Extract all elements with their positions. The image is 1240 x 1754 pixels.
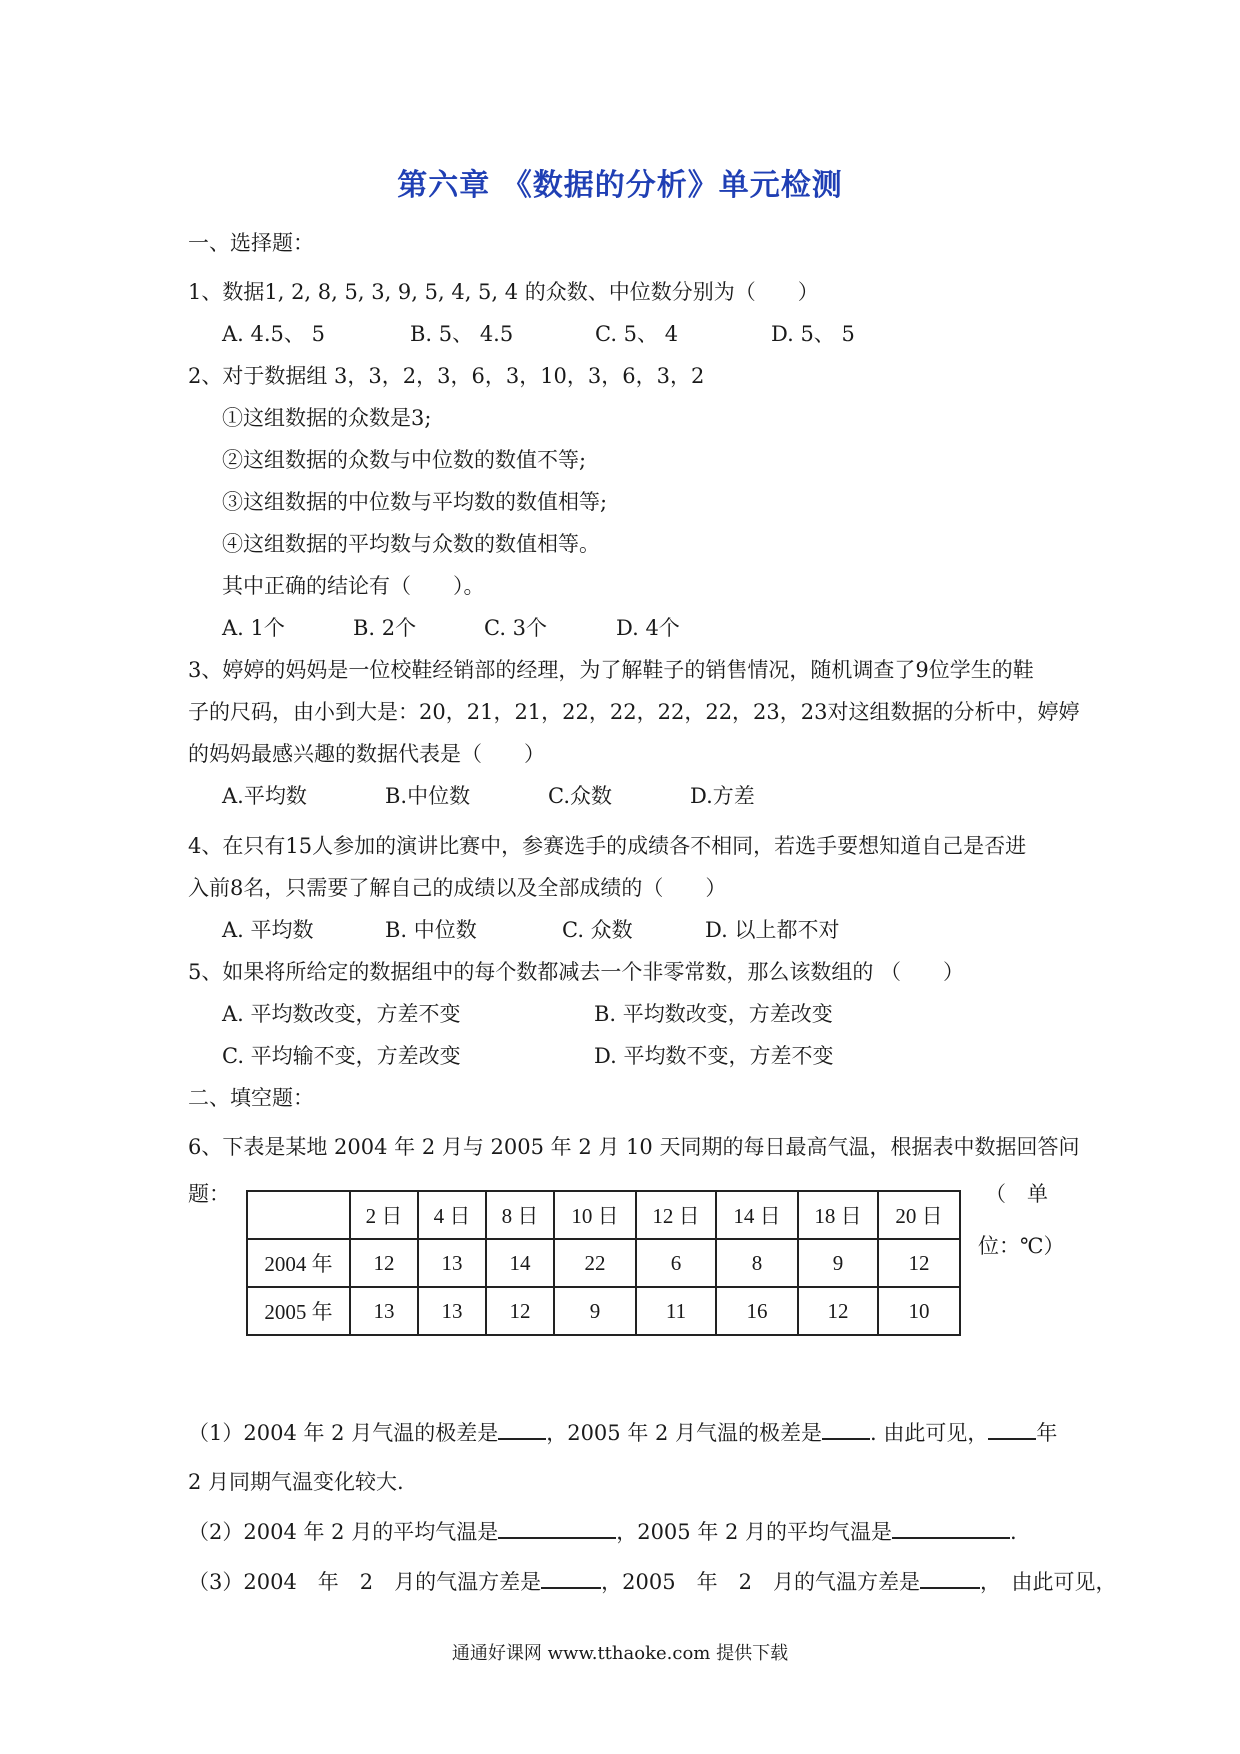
question-4-line-2: 入前8名，只需要了解自己的成绩以及全部成绩的（ ） <box>188 876 727 900</box>
q2-option-b: B. 2个 <box>353 616 417 640</box>
q1-option-b: B. 5、 4.5 <box>410 322 514 346</box>
q3-option-c: C.众数 <box>548 784 612 808</box>
table-cell: 9 <box>798 1239 878 1287</box>
answer-blank[interactable] <box>498 1517 616 1539</box>
table-cell: 12 <box>878 1239 960 1287</box>
q6-part-3-text-c: ， 由此可见， <box>979 1570 1117 1594</box>
table-cell: 2 日 <box>350 1191 418 1239</box>
q3-option-d: D.方差 <box>690 784 755 808</box>
answer-blank[interactable] <box>920 1567 980 1589</box>
answer-blank[interactable] <box>988 1418 1036 1440</box>
q6-part-2-text-a: （2）2004 年 2 月的平均气温是 <box>188 1520 499 1544</box>
table-cell: 12 日 <box>636 1191 716 1239</box>
q1-option-a: A. 4.5、 5 <box>222 322 325 346</box>
question-6-line-2: 题： <box>188 1182 230 1206</box>
table-cell: 16 <box>716 1287 798 1335</box>
q2-ask: 其中正确的结论有（ ）。 <box>222 574 485 598</box>
question-3-line-3: 的妈妈最感兴趣的数据代表是（ ） <box>188 742 545 766</box>
question-6-line-1: 6、下表是某地 2004 年 2 月与 2005 年 2 月 10 天同期的每日最高气温，根据表中数据回答问 <box>188 1135 1080 1159</box>
question-1-stem: 1、数据1, 2, 8, 5, 3, 9, 5, 4, 5, 4 的众数、中位数分别为（ ） <box>188 280 819 304</box>
unit-note-1: （ 单 <box>985 1182 1048 1206</box>
q2-option-c: C. 3个 <box>484 616 548 640</box>
table-cell: 13 <box>350 1287 418 1335</box>
table-cell: 14 日 <box>716 1191 798 1239</box>
answer-blank[interactable] <box>498 1418 546 1440</box>
q2-option-d: D. 4个 <box>616 616 680 640</box>
table-cell: 4 日 <box>418 1191 486 1239</box>
q4-option-d: D. 以上都不对 <box>705 918 840 942</box>
table-cell <box>247 1191 350 1239</box>
table-cell: 9 <box>554 1287 636 1335</box>
table-cell: 2005 年 <box>247 1287 350 1335</box>
page-title: 第六章 《数据的分析》单元检测 <box>397 168 843 203</box>
section-heading-choice: 一、选择题： <box>188 231 314 255</box>
q6-part-2-text-c: . <box>1010 1520 1017 1544</box>
table-cell: 12 <box>486 1287 554 1335</box>
question-4-line-1: 4、在只有15人参加的演讲比赛中，参赛选手的成绩各不相同，若选手要想知道自己是否进 <box>188 834 1027 858</box>
unit-note-2: 位：℃） <box>978 1234 1065 1258</box>
question-2-stem: 2、对于数据组 3，3，2，3，6，3，10，3，6，3，2 <box>188 364 705 388</box>
table-cell: 10 <box>878 1287 960 1335</box>
question-3-line-2: 子的尺码，由小到大是：20，21，21，22，22，22，22，23，23对这组数据的分析中，婷婷 <box>188 700 1080 724</box>
q5-option-c: C. 平均输不变，方差改变 <box>222 1044 461 1068</box>
table-cell: 13 <box>418 1287 486 1335</box>
q6-part-1-text-b: ，2005 年 2 月气温的极差是 <box>546 1421 823 1445</box>
q3-option-a: A.平均数 <box>222 784 307 808</box>
q6-part-2-text-b: ，2005 年 2 月的平均气温是 <box>616 1520 893 1544</box>
q2-option-a: A. 1个 <box>222 616 285 640</box>
table-cell: 8 日 <box>486 1191 554 1239</box>
q5-option-d: D. 平均数不变，方差不变 <box>594 1044 834 1068</box>
table-cell: 18 日 <box>798 1191 878 1239</box>
answer-blank[interactable] <box>541 1567 601 1589</box>
table-cell: 8 <box>716 1239 798 1287</box>
q6-part-3 <box>188 1566 1116 1596</box>
table-cell: 11 <box>636 1287 716 1335</box>
table-row <box>247 1287 960 1335</box>
answer-blank[interactable] <box>892 1517 1010 1539</box>
q4-option-c: C. 众数 <box>562 918 633 942</box>
question-5-stem: 5、如果将所给定的数据组中的每个数都减去一个非零常数，那么该数组的 （ ） <box>188 960 965 984</box>
q4-option-a: A. 平均数 <box>222 918 314 942</box>
answer-blank[interactable] <box>822 1418 870 1440</box>
q1-option-d: D. 5、 5 <box>771 322 855 346</box>
table-cell: 13 <box>418 1239 486 1287</box>
q2-statement-3: ③这组数据的中位数与平均数的数值相等; <box>222 490 608 514</box>
table-cell: 14 <box>486 1239 554 1287</box>
q5-option-a: A. 平均数改变，方差不变 <box>222 1002 461 1026</box>
table-row <box>247 1239 960 1287</box>
q6-part-3-text-b: ，2005 年 2 月的气温方差是 <box>601 1570 920 1594</box>
q6-part-3-text-a: （3）2004 年 2 月的气温方差是 <box>188 1570 542 1594</box>
q4-option-b: B. 中位数 <box>385 918 477 942</box>
question-3-line-1: 3、婷婷的妈妈是一位校鞋经销部的经理，为了解鞋子的销售情况，随机调查了9位学生的鞋 <box>188 658 1034 682</box>
q6-part-1 <box>188 1417 1057 1447</box>
table-cell: 20 日 <box>878 1191 960 1239</box>
q2-statement-4: ④这组数据的平均数与众数的数值相等。 <box>222 532 600 556</box>
table-cell: 22 <box>554 1239 636 1287</box>
footer-text: 通通好课网 www.tthaoke.com 提供下载 <box>451 1643 789 1664</box>
temperature-table <box>246 1190 961 1336</box>
q6-part-1-text-c: . 由此可见， <box>870 1421 989 1445</box>
table-cell: 10 日 <box>554 1191 636 1239</box>
table-cell: 6 <box>636 1239 716 1287</box>
q5-option-b: B. 平均数改变，方差改变 <box>594 1002 833 1026</box>
q1-option-c: C. 5、 4 <box>595 322 679 346</box>
section-heading-fill: 二、填空题： <box>188 1086 314 1110</box>
q6-part-1-cont: 2 月同期气温变化较大. <box>188 1470 404 1494</box>
q6-part-2 <box>188 1516 1017 1546</box>
table-header-row <box>247 1191 960 1239</box>
q6-part-1-text-a: （1）2004 年 2 月气温的极差是 <box>188 1421 499 1445</box>
table-cell: 12 <box>350 1239 418 1287</box>
q6-part-1-text-d: 年 <box>1036 1421 1058 1445</box>
q2-statement-2: ②这组数据的众数与中位数的数值不等; <box>222 448 587 472</box>
table-cell: 12 <box>798 1287 878 1335</box>
q3-option-b: B.中位数 <box>385 784 471 808</box>
table-cell: 2004 年 <box>247 1239 350 1287</box>
q2-statement-1: ①这组数据的众数是3; <box>222 406 432 430</box>
